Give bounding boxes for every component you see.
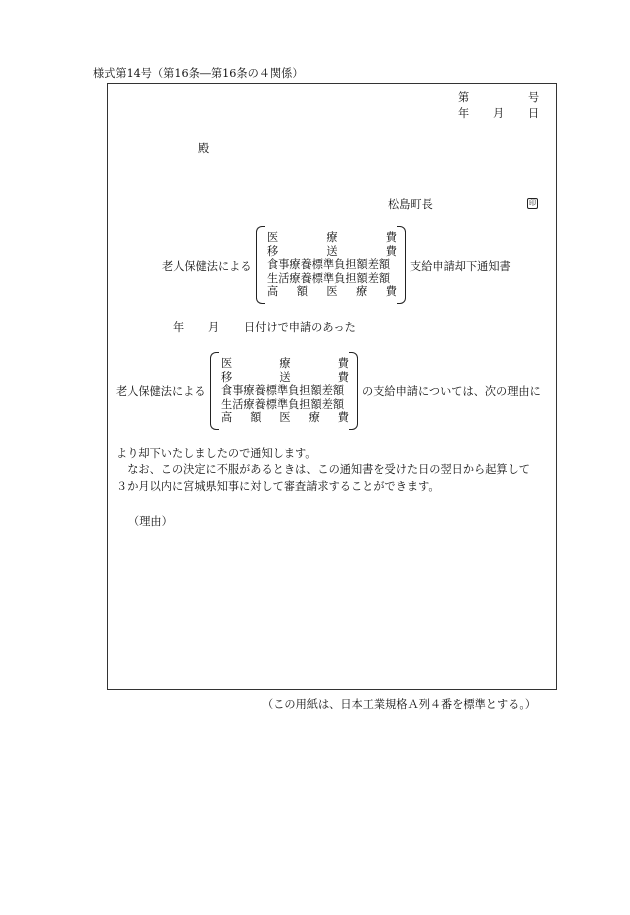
benefit-type-text: 医 [279,411,291,424]
form-label: 様式第14号（第16条―第16条の４関係） [93,67,304,80]
paragraph-line-2: なお、この決定に不服があるときは、この通知書を受けた日の翌日から起算して [116,463,530,476]
body-brace-group [210,352,358,430]
body-prefix: 老人保健法による [116,385,206,398]
date-year: 年 [458,107,470,120]
benefit-type-text: 費 [385,231,397,244]
application-year: 年 [173,321,185,334]
application-month: 月 [208,321,220,334]
number-prefix: 第 [458,91,470,104]
addressee-honorific: 殿 [198,142,210,155]
benefit-type-item [221,357,349,370]
benefit-type-item [221,411,349,424]
left-brace [210,352,219,430]
benefit-type-text: 医 [326,285,338,298]
reason-label: （理由） [128,515,173,528]
benefit-type-text: 高 [267,285,279,298]
benefit-type-item [267,231,397,244]
benefit-type-text: 医 [267,231,279,244]
application-date-text: 日付けで申請のあった [244,321,356,334]
number-suffix: 号 [528,91,540,104]
benefit-type-item [267,245,397,258]
benefit-type-item [221,384,349,397]
paragraph-line-1: より却下いたしましたので通知します。 [116,447,317,460]
benefit-type-text: 送 [326,244,338,258]
title-prefix: 老人保健法による [162,260,252,273]
benefit-type-text: 送 [279,370,291,384]
sender-title: 松島町長 [388,198,433,211]
left-brace [256,226,265,304]
benefit-type-text: 費 [385,244,397,258]
right-brace [397,226,406,304]
date-day: 日 [528,107,540,120]
benefit-type-item [267,272,397,285]
seal-mark: 印 [529,199,536,207]
benefit-type-text: 生活療養標準負担額差額 [221,397,345,411]
benefit-type-text: 療 [279,357,291,370]
title-brace-group [256,226,406,304]
footer-note: （この用紙は、日本工業規格Ａ列４番を標準とする。） [262,698,537,711]
benefit-type-text: 食事療養標準負担額差額 [267,258,391,271]
benefit-type-text: 費 [385,285,397,298]
body-suffix: の支給申請については、次の理由に [362,385,541,398]
benefit-type-item [267,258,397,271]
date-month: 月 [493,107,505,120]
right-brace [349,352,358,430]
benefit-type-text: 療 [326,231,338,244]
benefit-type-item [221,371,349,384]
benefit-type-text: 移 [221,370,233,384]
benefit-type-text: 食事療養標準負担額差額 [221,384,345,397]
benefit-type-text: 高 [221,411,233,424]
benefit-type-text: 生活療養標準負担額差額 [267,271,391,285]
benefit-type-text: 移 [267,244,279,258]
benefit-type-item [267,285,397,298]
benefit-type-text: 費 [337,411,349,424]
title-suffix: 支給申請却下通知書 [410,260,511,273]
benefit-type-text: 額 [296,285,308,298]
benefit-type-item [221,398,349,411]
benefit-type-text: 療 [356,285,368,298]
paragraph-line-3: ３か月以内に宮城県知事に対して審査請求することができます。 [116,480,440,493]
benefit-type-text: 費 [337,370,349,384]
benefit-type-text: 医 [221,357,233,370]
benefit-type-text: 費 [337,357,349,370]
benefit-type-text: 額 [250,411,262,424]
benefit-type-text: 療 [308,411,320,424]
